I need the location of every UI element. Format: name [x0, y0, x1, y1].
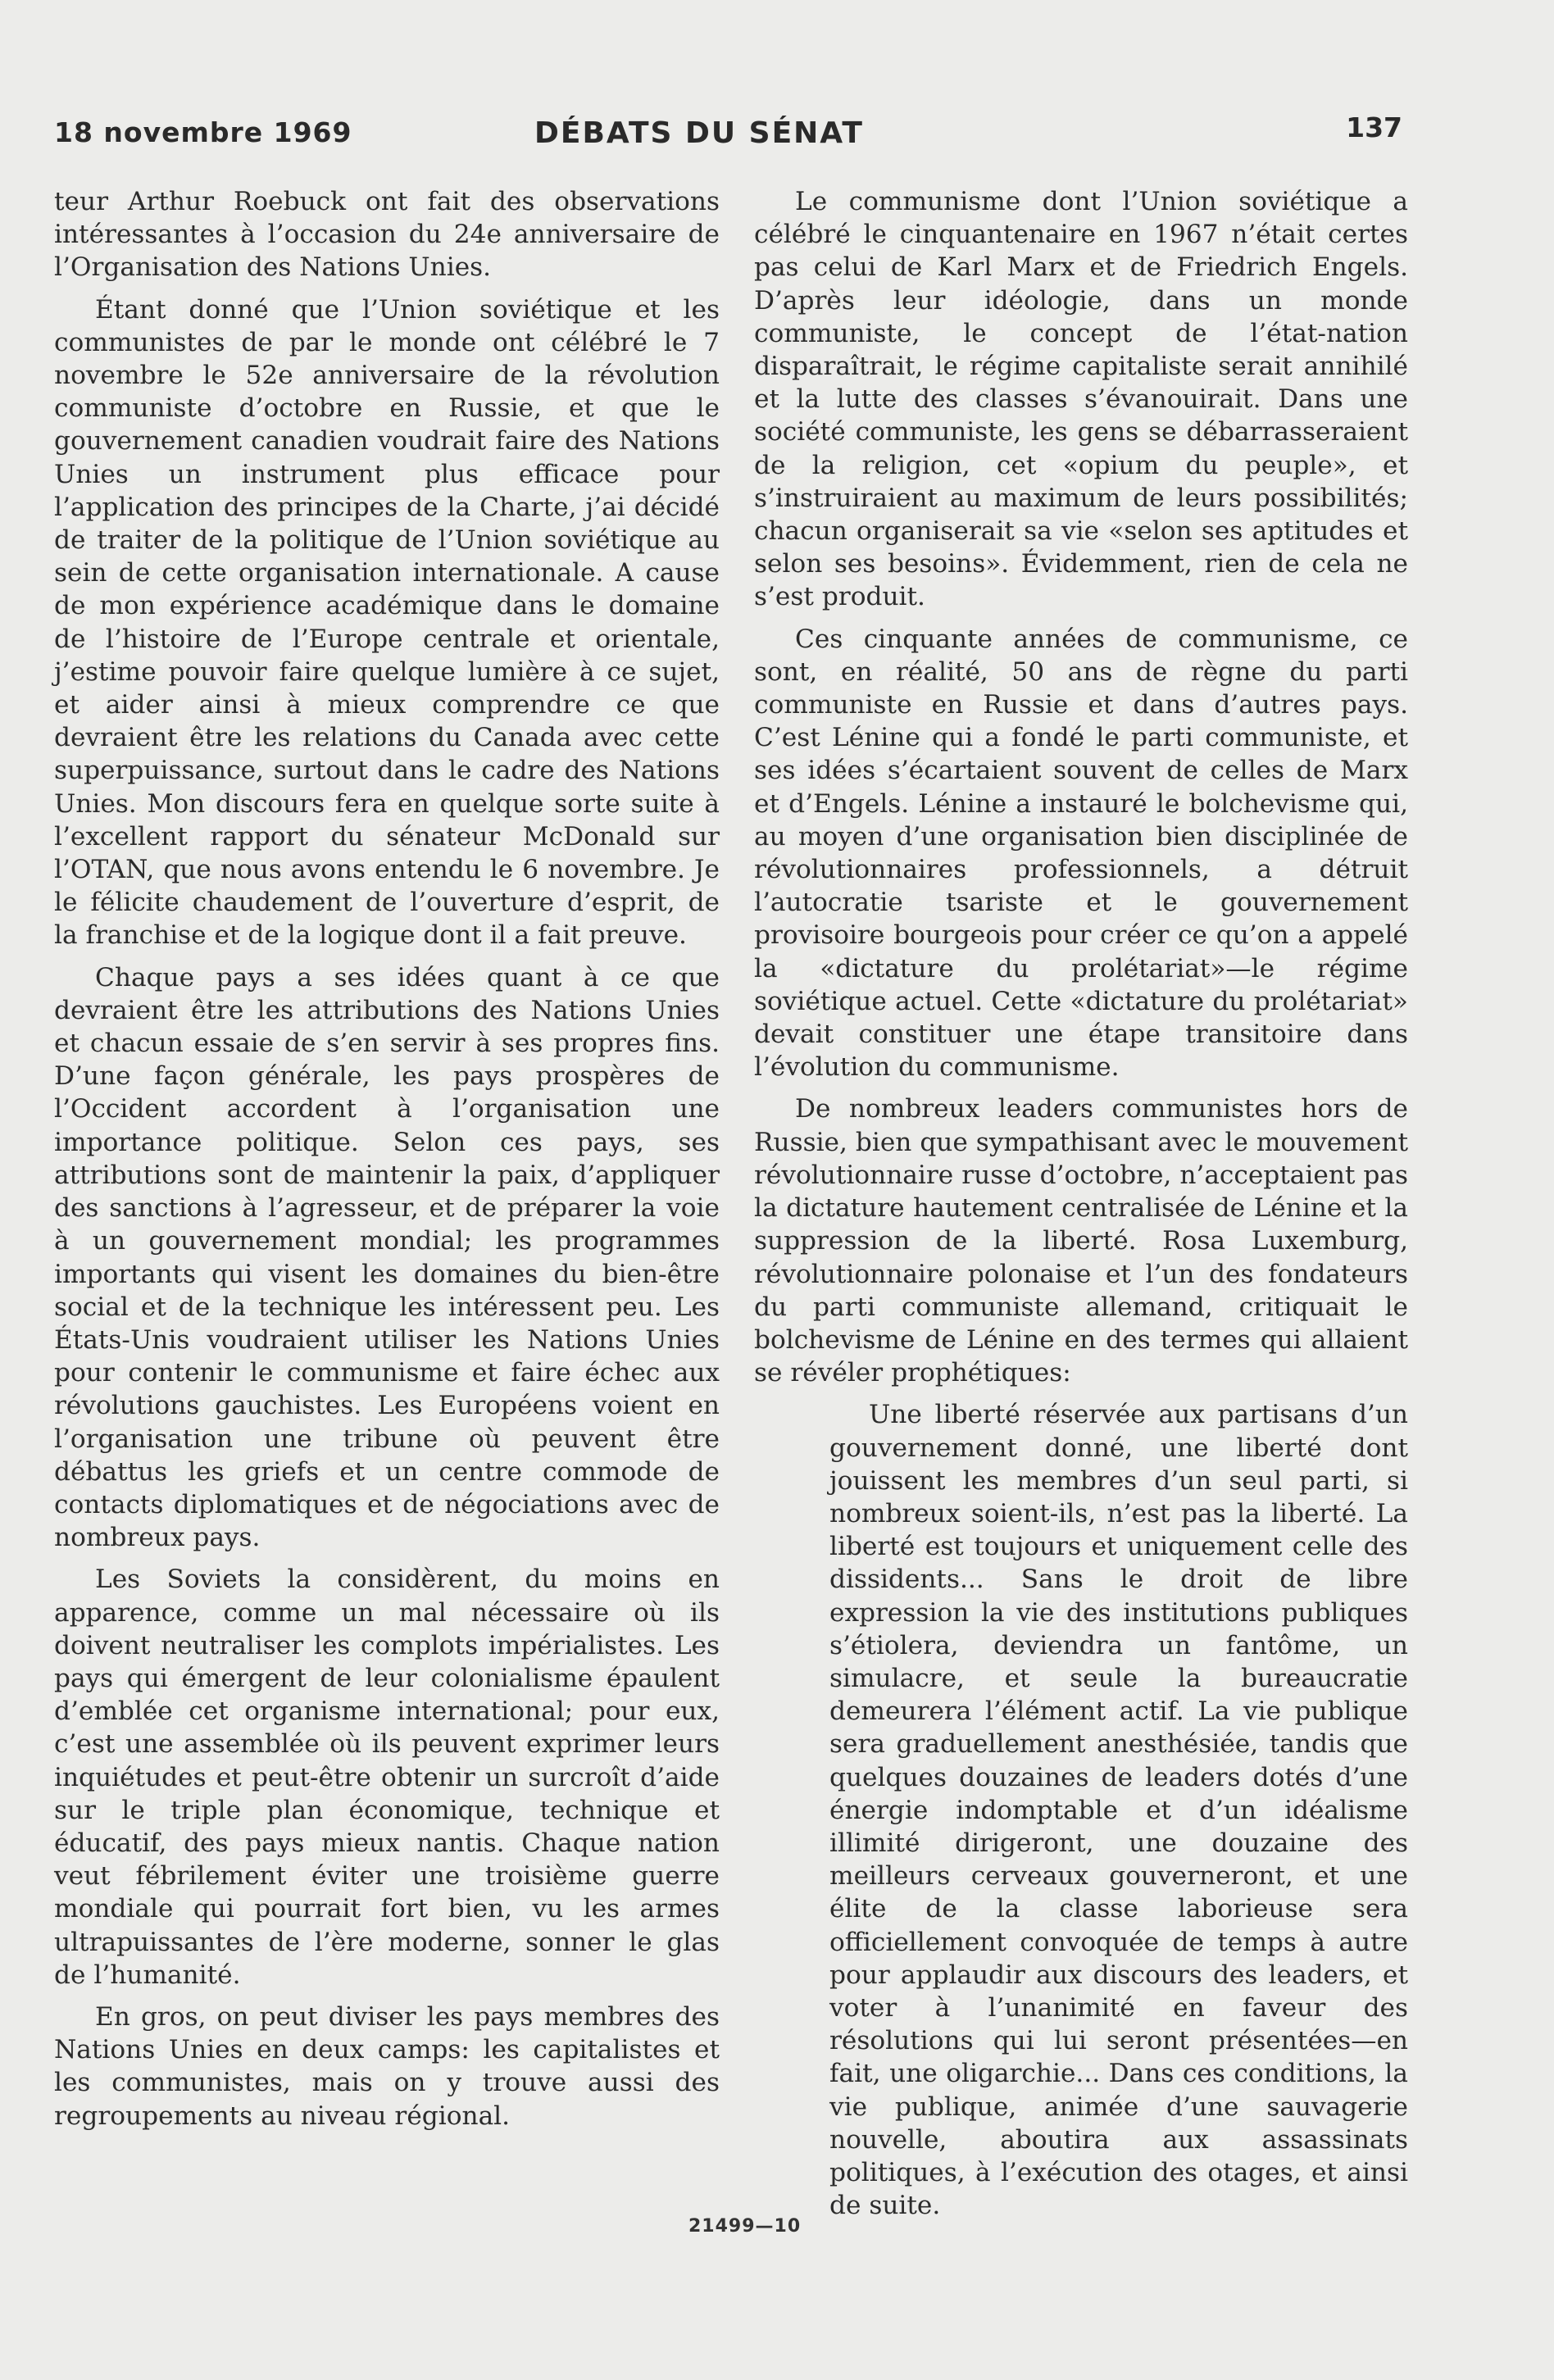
printer-signature: 21499—10	[688, 2216, 802, 2237]
left-para-1: Étant donné que l’Union soviétique et les communistes de par le monde ont célébré le 7 novembre le 52e anniversaire de la révolution communiste d’octobre en Russie, et que le gouvernement canadien voudrait faire des Nations Unies un instrument plus efficace pour l’application des principes de la Charte, j’ai décidé de traiter de la politique de l’Union soviétique au sein de cette organisation internationale. A cause de mon expérience académique dans le domaine de l’histoire de l’Europe centrale et orientale, j’estime pouvoir faire quelque lumière à ce sujet, et aider ainsi à mieux comprendre ce que devraient être les relations du Canada avec cette superpuissance, surtout dans le cadre des Nations Unies. Mon discours fera en quelque sorte suite à l’excellent rapport du sénateur McDonald sur l’OTAN, que nous avons entendu le 6 novembre. Je le félicite chaudement de l’ouverture d’esprit, de la franchise et de la logique dont il a fait preuve.	[54, 294, 720, 951]
left-para-2: Chaque pays a ses idées quant à ce que devraient être les attributions des Nations Unies et chacun essaie de s’en servir à ses propres fins. D’une façon générale, les pays prospères de l’Occident accordent à l’organisation une importance politique. Selon ces pays, ses attributions sont de maintenir la paix, d’appliquer des sanctions à l’agresseur, et de préparer la voie à un gouvernement mondial; les programmes importants qui visent les domaines du bien-être social et de la technique les intéressent peu. Les États-Unis voudraient utiliser les Nations Unies pour contenir le communisme et faire échec aux révolutions gauchistes. Les Européens voient en l’organisation une tribune où peuvent être débattus les griefs et un centre commode de contacts diplomatiques et de négociations avec de nombreux pays.	[54, 962, 720, 1553]
page-header	[54, 111, 1402, 166]
right-para-0: Le communisme dont l’Union soviétique a célébré le cinquantenaire en 1967 n’était certes pas celui de Karl Marx et de Friedrich Engels. D’après leur idéologie, dans un monde communiste, le concept de l’état-nation disparaîtrait, le régime capitaliste serait annihilé et la lutte des classes s’évanouirait. Dans une société communiste, les gens se débarrasseraient de la religion, cet «opium du peuple», et s’instruiraient au maximum de leurs possibilités; chacun organiserait sa vie «selon ses aptitudes et selon ses besoins». Évidemment, rien de cela ne s’est produit.	[754, 187, 1408, 612]
right-para-2: De nombreux leaders communistes hors de Russie, bien que sympathisant avec le mouvement révolutionnaire russe d’octobre, n’acceptaient pas la dictature hautement centralisée de Lénine et la suppression de la liberté. Rosa Luxemburg, révolutionnaire polonaise et l’un des fondateurs du parti communiste allemand, critiquait le bolchevisme de Lénine en des termes qui allaient se révéler prophétiques:	[754, 1094, 1408, 1388]
left-column	[54, 185, 720, 2142]
right-para-1: Ces cinquante années de communisme, ce sont, en réalité, 50 ans de règne du parti communiste en Russie et dans d’autres pays. C’est Lénine qui a fondé le parti communiste, et ses idées s’écartaient souvent de celles de Marx et d’Engels. Lénine a instauré le bolchevisme qui, au moyen d’une organisation bien disciplinée de révolutionnaires professionnels, a détruit l’autocratie tsariste et le gouvernement provisoire bourgeois pour créer ce qu’on a appelé la «dictature du prolétariat»—le régime soviétique actuel. Cette «dictature du prolétariat» devait constituer une étape transitoire dans l’évolution du communisme.	[754, 624, 1408, 1083]
quotation-block: Une liberté réservée aux partisans d’un gouvernement donné, une liberté dont jouissent les membres d’un seul parti, si nombreux soient-ils, n’est pas la liberté. La liberté est toujours et uniquement celle des dissidents... Sans le droit de libre expression la vie des institutions publiques s’étiolera, deviendra un fantôme, un simulacre, et seule la bureaucratie demeurera l’élément actif. La vie publique sera graduellement anesthésiée, tandis que quelques douzaines de leaders dotés d’une énergie indomptable et d’un idéalisme illimité dirigeront, une douzaine des meilleurs cerveaux gouverneront, et une élite de la classe laborieuse sera officiellement convoquée de temps à autre pour applaudir aux discours des leaders, et voter à l’unanimité en faveur des résolutions qui lui seront présentées—en fait, une oligarchie... Dans ces conditions, la vie publique, animée d’une sauvagerie nouvelle, aboutira aux assassinats politiques, à l’exécution des otages, et ainsi de suite.	[829, 1400, 1408, 2221]
page-number: 137	[1346, 111, 1402, 143]
header-title: DÉBATS DU SÉNAT	[534, 116, 864, 150]
left-para-3: Les Soviets la considèrent, du moins en apparence, comme un mal nécessaire où ils doivent neutraliser les complots impérialistes. Les pays qui émergent de leur colonialisme épaulent d’emblée cet organisme international; pour eux, c’est une assemblée où ils peuvent exprimer leurs inquiétudes et peut-être obtenir un surcroît d’aide sur le triple plan économique, technique et éducatif, des pays mieux nantis. Chaque nation veut fébrilement éviter une troisième guerre mondiale qui pourrait fort bien, vu les armes ultrapuissantes de l’ère moderne, sonner le glas de l’humanité.	[54, 1565, 720, 1990]
right-column	[754, 185, 1408, 2231]
left-para-0: teur Arthur Roebuck ont fait des observations intéressantes à l’occasion du 24e anniversaire de l’Organisation des Nations Unies.	[54, 187, 720, 283]
left-para-4: En gros, on peut diviser les pays membres des Nations Unies en deux camps: les capitalistes et les communistes, mais on y trouve aussi des regroupements au niveau régional.	[54, 2001, 720, 2131]
header-date: 18 novembre 1969	[54, 116, 352, 148]
